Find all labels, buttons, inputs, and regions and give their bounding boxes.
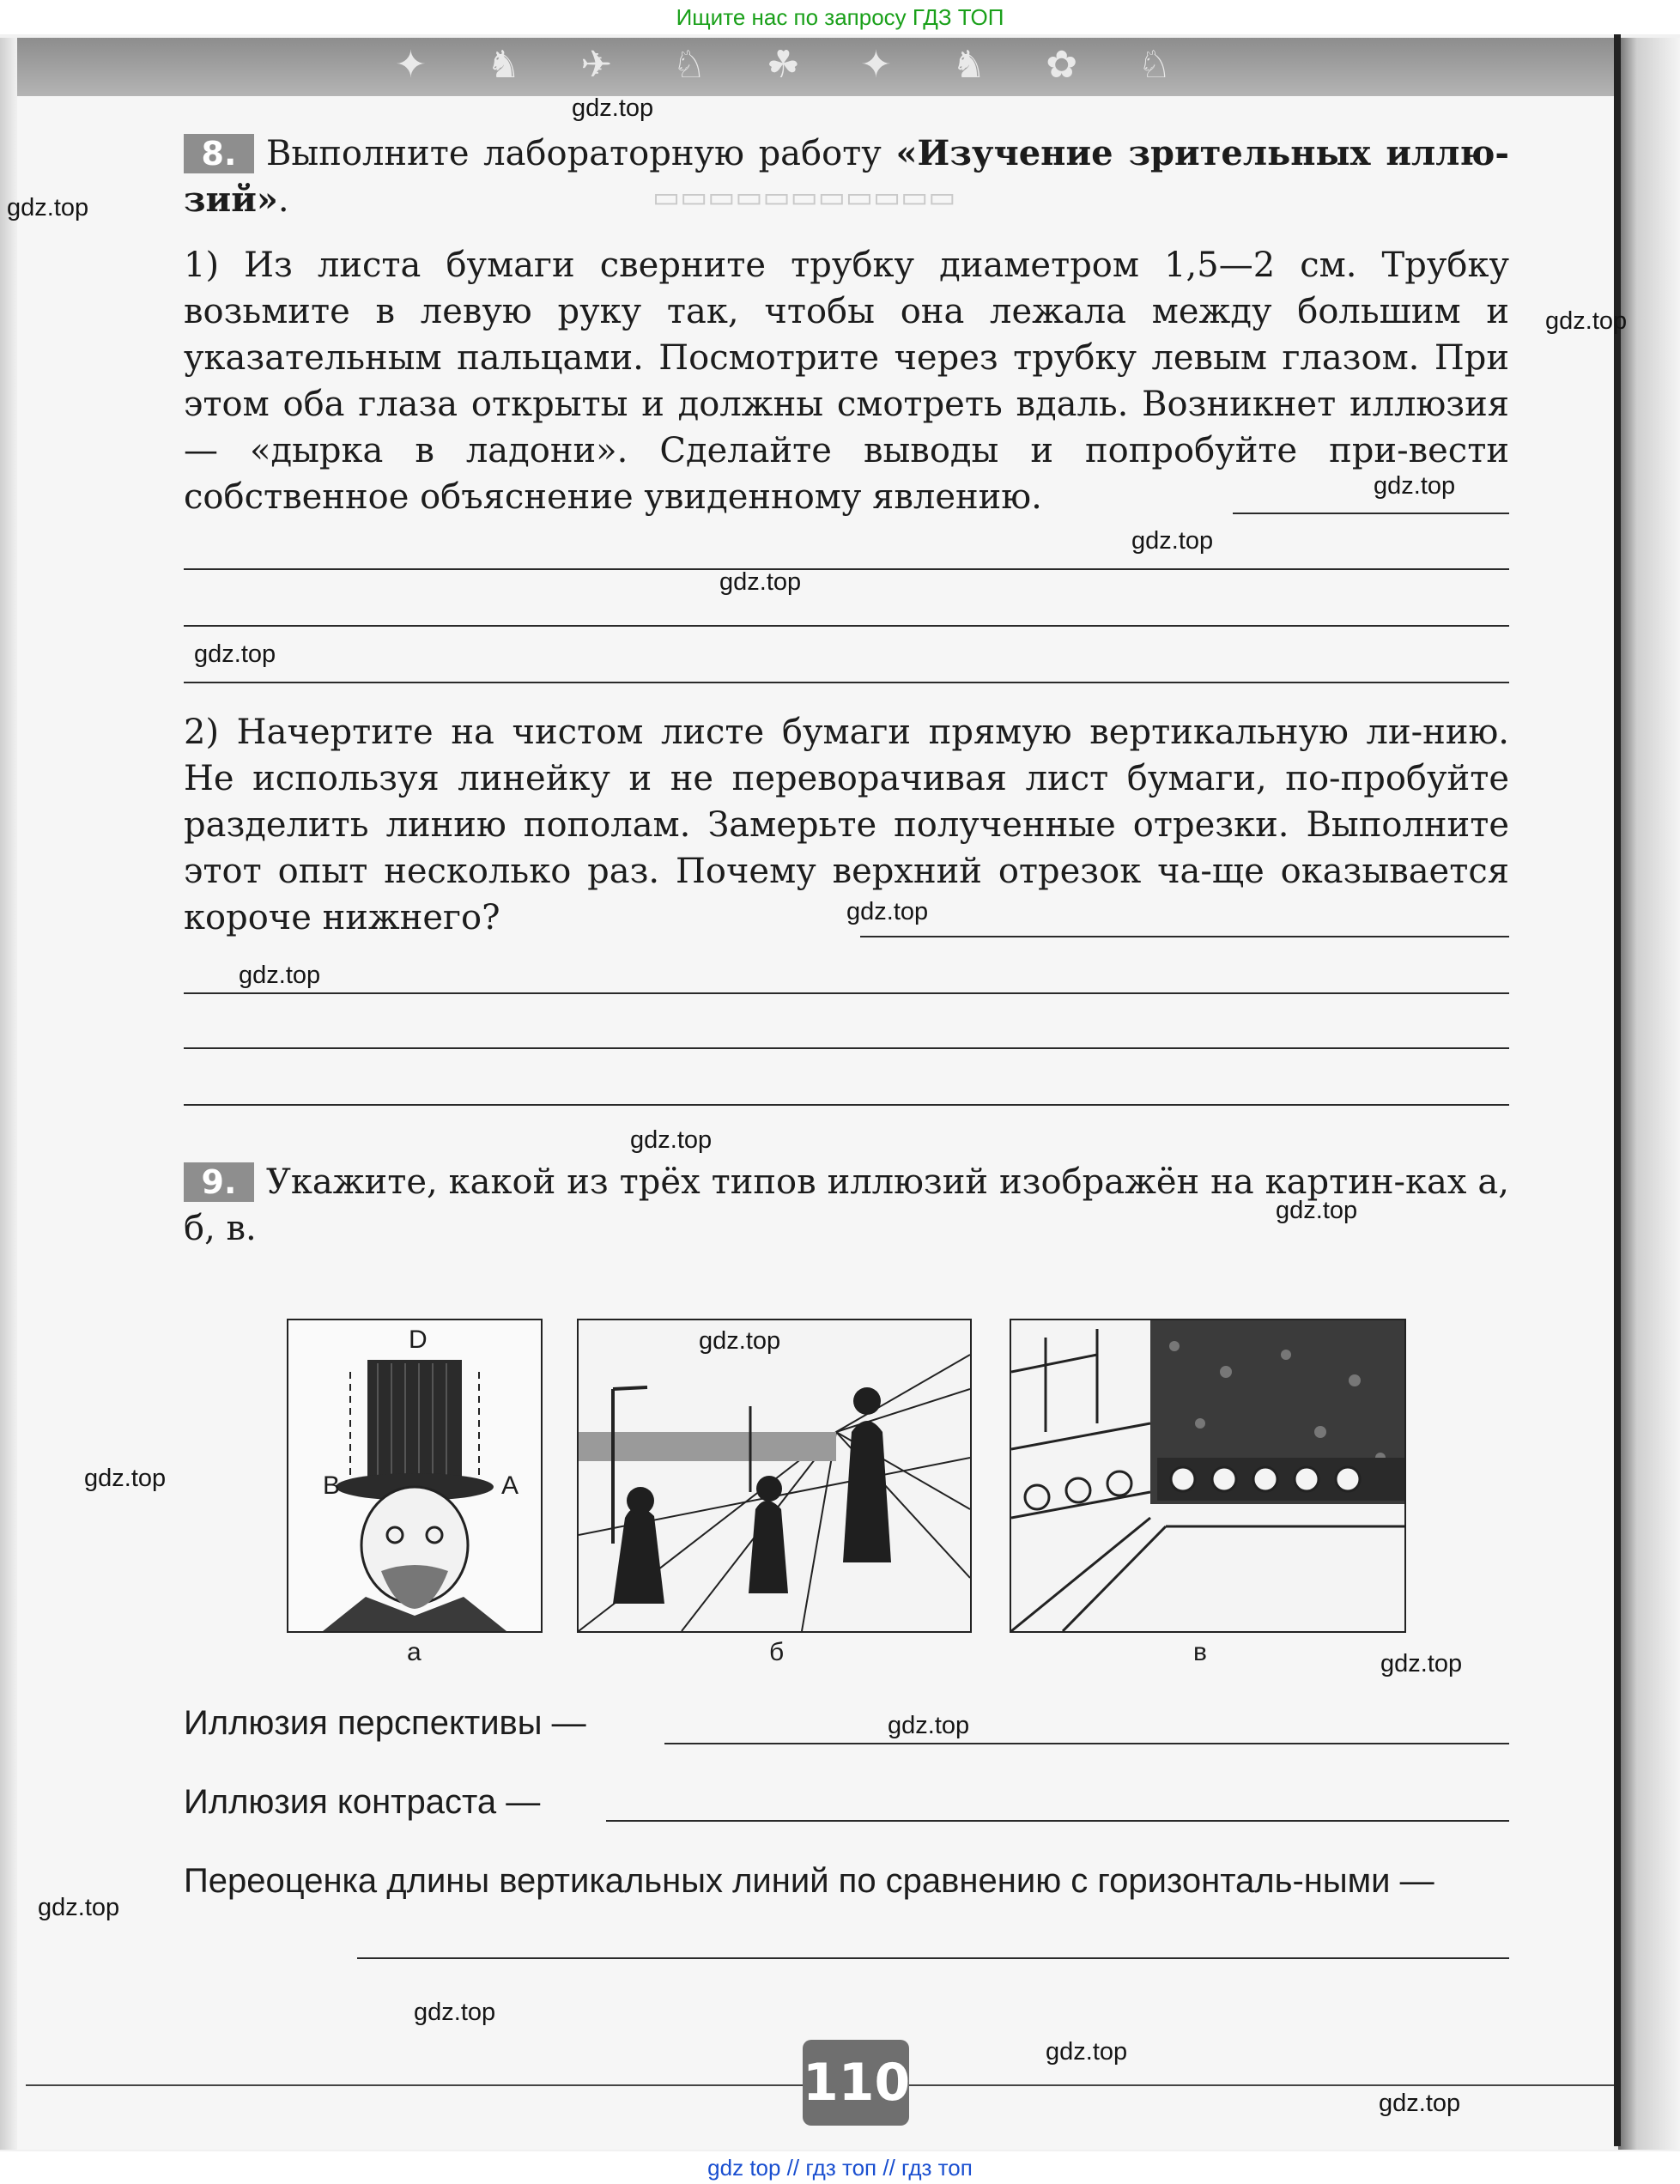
footer-links[interactable]: gdz top // гдз топ // гдз топ bbox=[0, 2151, 1680, 2184]
figure-c-contrast bbox=[1010, 1319, 1406, 1633]
answer-overestimation-label: Переоценка длины вертикальных линий по сравнению с горизонталь-ными — bbox=[184, 1862, 1434, 1900]
task8-heading bbox=[184, 130, 1509, 223]
top-banner[interactable] bbox=[0, 0, 1680, 34]
page-right-edge bbox=[1618, 38, 1680, 2150]
answer-perspective-label: Иллюзия перспективы — bbox=[184, 1704, 586, 1742]
watermark[interactable]: gdz.top bbox=[1046, 2038, 1128, 2066]
watermark[interactable]: gdz.top bbox=[846, 898, 929, 925]
watermark[interactable]: gdz.top bbox=[194, 640, 276, 668]
answer-line[interactable] bbox=[357, 1957, 1509, 1959]
watermark[interactable]: gdz.top bbox=[414, 1999, 496, 2026]
watermark[interactable]: gdz.top bbox=[630, 1126, 713, 1154]
watermark[interactable]: gdz.top bbox=[572, 94, 654, 122]
hat-label-right: A bbox=[501, 1471, 519, 1500]
figure-a-top-hat bbox=[287, 1319, 543, 1633]
watermark[interactable]: gdz.top bbox=[1545, 307, 1628, 335]
answer-line[interactable] bbox=[184, 1104, 1509, 1106]
contrast-drawing bbox=[1011, 1320, 1404, 1631]
watermark[interactable]: gdz.top bbox=[1380, 1650, 1463, 1677]
watermark[interactable]: gdz.top bbox=[7, 194, 89, 221]
top-banner-link[interactable]: Ищите нас по запросу ГДЗ ТОП bbox=[676, 4, 1004, 30]
header-band bbox=[0, 38, 1618, 96]
answer-line[interactable] bbox=[184, 682, 1509, 683]
hat-label-left: B bbox=[323, 1471, 341, 1500]
answer-line[interactable] bbox=[184, 568, 1509, 570]
page-number: 110 bbox=[803, 2040, 909, 2126]
figure-b-caption: б bbox=[769, 1638, 785, 1666]
bleed-through-decoration: ▭▭▭▭▭▭▭▭▭▭▭ bbox=[652, 180, 956, 215]
figure-a-caption: а bbox=[407, 1638, 422, 1666]
task8-intro-end: . bbox=[277, 180, 289, 220]
watermark[interactable]: gdz.top bbox=[888, 1712, 970, 1739]
answer-line[interactable] bbox=[184, 992, 1509, 994]
watermark[interactable]: gdz.top bbox=[699, 1327, 781, 1355]
watermark[interactable]: gdz.top bbox=[719, 568, 802, 596]
task8-intro: Выполните лабораторную работу bbox=[266, 134, 896, 173]
watermark[interactable]: gdz.top bbox=[1131, 527, 1214, 555]
task8-title: «Изучение зрительных иллю-зий» bbox=[184, 133, 1510, 220]
task9-text: Укажите, какой из трёх типов иллюзий изображён на картин-ках а, б, в. bbox=[184, 1162, 1509, 1248]
figure-c-caption: в bbox=[1193, 1638, 1207, 1666]
watermark[interactable]: gdz.top bbox=[1374, 472, 1456, 500]
watermark[interactable]: gdz.top bbox=[239, 962, 321, 989]
answer-line[interactable] bbox=[860, 936, 1509, 937]
watermark[interactable]: gdz.top bbox=[84, 1465, 167, 1492]
watermark[interactable]: gdz.top bbox=[1276, 1197, 1358, 1224]
perspective-drawing bbox=[579, 1320, 970, 1631]
answer-line[interactable] bbox=[606, 1820, 1509, 1822]
page-left-edge bbox=[0, 38, 17, 2150]
answer-line[interactable] bbox=[184, 625, 1509, 627]
watermark[interactable]: gdz.top bbox=[38, 1894, 120, 1921]
animal-silhouettes-decoration: ✦ ♞ ✈ ♘ ☘ ✦ ♞ ✿ ♘ bbox=[395, 43, 1196, 87]
answer-line[interactable] bbox=[184, 1047, 1509, 1049]
task-number-badge: 8. bbox=[184, 134, 254, 173]
answer-line[interactable] bbox=[1233, 513, 1509, 514]
task8-part1: 1) Из листа бумаги сверните трубку диаметром 1,5—2 см. Трубку возьмите в левую руку так, чтобы она лежала между большим и указательным пальцами. Посмотрите через трубку левым глазом. При этом оба глаза открыты и должны смотреть вдаль. Возникнет иллюзия — «дырка в ладони». Сделайте выводы и попробуйте при-вести собственное объяснение увиденному явлению. bbox=[184, 246, 1509, 517]
answer-contrast-label: Иллюзия контраста — bbox=[184, 1783, 541, 1821]
watermark[interactable]: gdz.top bbox=[1379, 2090, 1461, 2117]
task8-part2: 2) Начертите на чистом листе бумаги прямую вертикальную ли-нию. Не используя линейку и не переворачивая лист бумаги, по-пробуйте разделить линию пополам. Замерьте полученные отрезки. Выполните этот опыт несколько раз. Почему верхний отрезок ча-ще оказывается короче нижнего? bbox=[184, 713, 1509, 937]
task-number-badge: 9. bbox=[184, 1162, 254, 1202]
hat-label-top: D bbox=[409, 1326, 428, 1354]
page-curl-shadow bbox=[1614, 34, 1621, 2146]
answer-line[interactable] bbox=[664, 1743, 1509, 1744]
figure-b-perspective bbox=[577, 1319, 972, 1633]
